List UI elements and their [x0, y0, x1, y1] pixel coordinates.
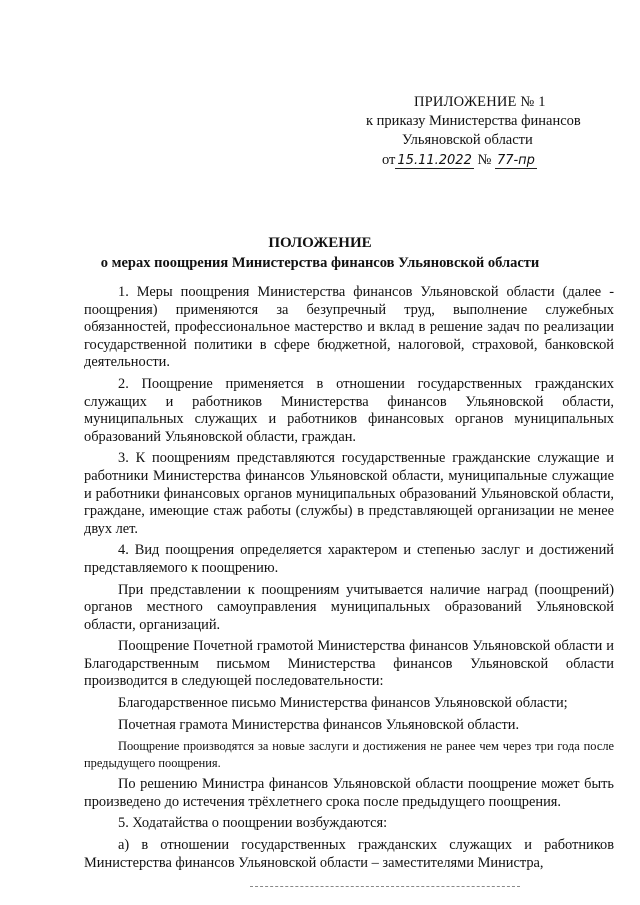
number-prefix: № [477, 152, 492, 168]
annex-order-line: к приказу Министерства финансов [366, 113, 581, 129]
paragraph-4-interval: Поощрение производятся за новые заслуги и достижения не ранее чем через три года после предыдущего поощрения. [84, 739, 614, 771]
paragraph-3: 3. К поощрениям представляются государственные гражданские служащие и работники Министерства финансов Ульяновской области, муниципальные служащие и работники финансовых органов муниципальных образований Ульяновской области, граждане, имеющие стаж работы (службы) в представляющей организации не менее двух лет. [84, 450, 614, 537]
paragraph-5a: а) в отношении государственных гражданских служащих и работников Министерства финансов Ульяновской области – заместителями Министра, [84, 837, 614, 871]
document-title: ПОЛОЖЕНИЕ [268, 235, 372, 251]
paragraph-4-certificate: Почетная грамота Министерства финансов Ульяновской области. [118, 716, 520, 733]
paragraph-4-minister: По решению Министра финансов Ульяновской области поощрение может быть произведено до истечения трёхлетнего срока после предыдущего поощрения. [84, 776, 614, 810]
document-body [84, 284, 614, 876]
document-subtitle: о мерах поощрения Министерства финансов Ульяновской области [100, 255, 540, 271]
annex-region-line: Ульяновской области [402, 132, 533, 148]
paragraph-5: 5. Ходатайства о поощрении возбуждаются: [118, 815, 388, 832]
paragraph-4: 4. Вид поощрения определяется характером и степенью заслуг и достижений представляемого к поощрению. [84, 542, 614, 576]
annex-title: ПРИЛОЖЕНИЕ № 1 [414, 94, 546, 110]
annex-block [366, 93, 616, 170]
handwritten-number: 77-пр [496, 153, 535, 168]
handwritten-date: 15.11.2022 [397, 153, 472, 168]
paragraph-4-awards: При представлении к поощрениям учитывается наличие наград (поощрений) органов местного самоуправления муниципальных образований Ульяновской области, организаций. [84, 581, 614, 633]
scan-edge-divider [250, 886, 520, 887]
paragraph-4-sequence: Поощрение Почетной грамотой Министерства финансов Ульяновской области и Благодарственным письмом Министерства финансов Ульяновской области производится в следующей последовательности: [84, 638, 614, 690]
annex-date-line [382, 151, 616, 170]
paragraph-1: 1. Меры поощрения Министерства финансов Ульяновской области (далее - поощрения) применяются за безупречный труд, выполнение служебных обязанностей, профессиональное мастерство и вклад в решение задач по реализации государственной политики в сфере бюджетной, налоговой, страховой, банковской деятельности. [84, 284, 614, 371]
date-prefix: от [382, 152, 396, 168]
paragraph-4-letter: Благодарственное письмо Министерства финансов Ульяновской области; [118, 695, 568, 712]
paragraph-2: 2. Поощрение применяется в отношении государственных гражданских служащих и работников Министерства финансов Ульяновской области, муниципальных служащих и работников финансовых органов муниципальных образований Ульяновской области, граждан. [84, 375, 614, 445]
